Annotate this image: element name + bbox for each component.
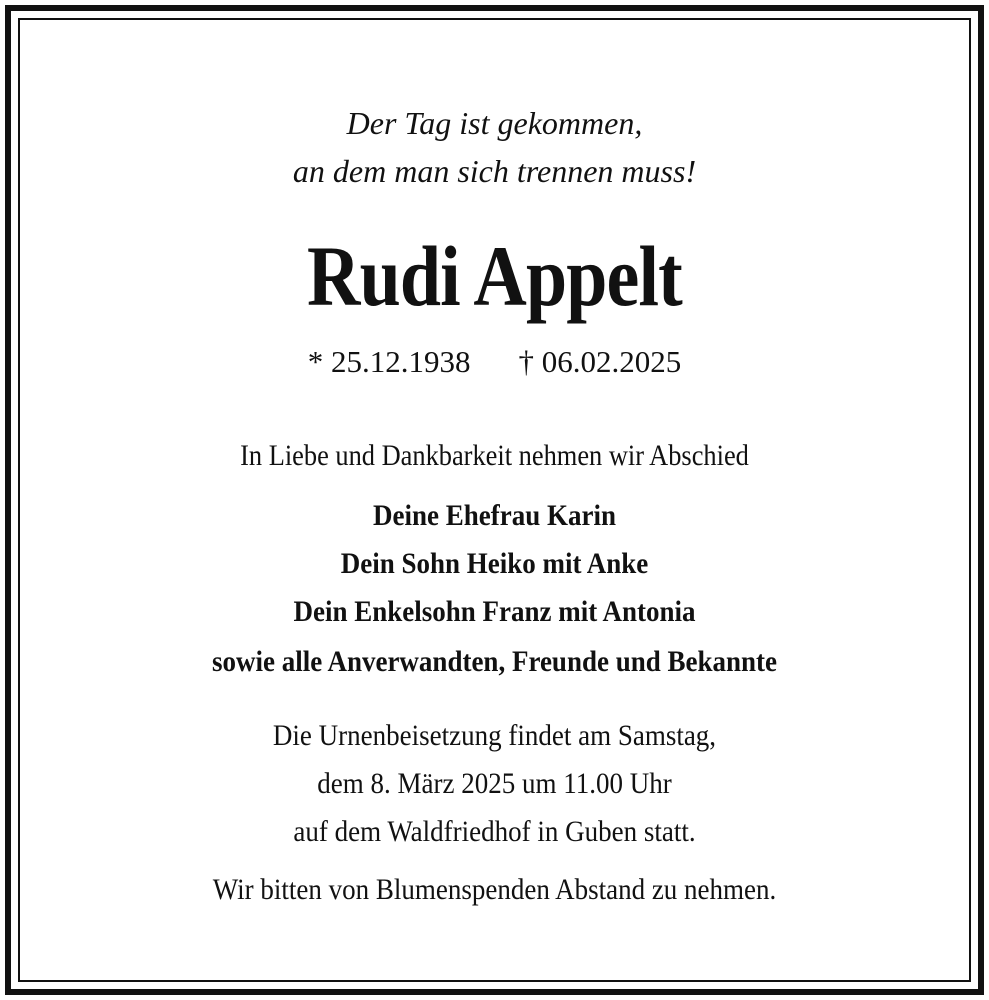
- mourner-grandson: Dein Enkelsohn Franz mit Antonia: [293, 595, 696, 628]
- funeral-line-1: Die Urnenbeisetzung findet am Samstag,: [272, 719, 717, 752]
- motto-line-2: an dem man sich trennen muss!: [292, 153, 697, 189]
- birth-date: * 25.12.1938: [307, 344, 471, 379]
- life-dates: [20, 343, 969, 381]
- farewell-intro: In Liebe und Dankbarkeit nehmen wir Abschied: [240, 439, 749, 472]
- mourner-others: sowie alle Anverwandten, Freunde und Bekannte: [211, 645, 778, 678]
- flower-request: Wir bitten von Blumenspenden Abstand zu nehmen.: [212, 873, 777, 906]
- mourner-spouse: Deine Ehefrau Karin: [373, 499, 616, 532]
- notice-content: [20, 0, 969, 1000]
- death-date: † 06.02.2025: [518, 344, 682, 379]
- motto-line-1: Der Tag ist gekommen,: [346, 105, 643, 141]
- deceased-name: Rudi Appelt: [307, 228, 682, 324]
- funeral-line-2: dem 8. März 2025 um 11.00 Uhr: [317, 767, 672, 800]
- funeral-line-3: auf dem Waldfriedhof in Guben statt.: [293, 815, 696, 848]
- mourner-son: Dein Sohn Heiko mit Anke: [340, 547, 649, 580]
